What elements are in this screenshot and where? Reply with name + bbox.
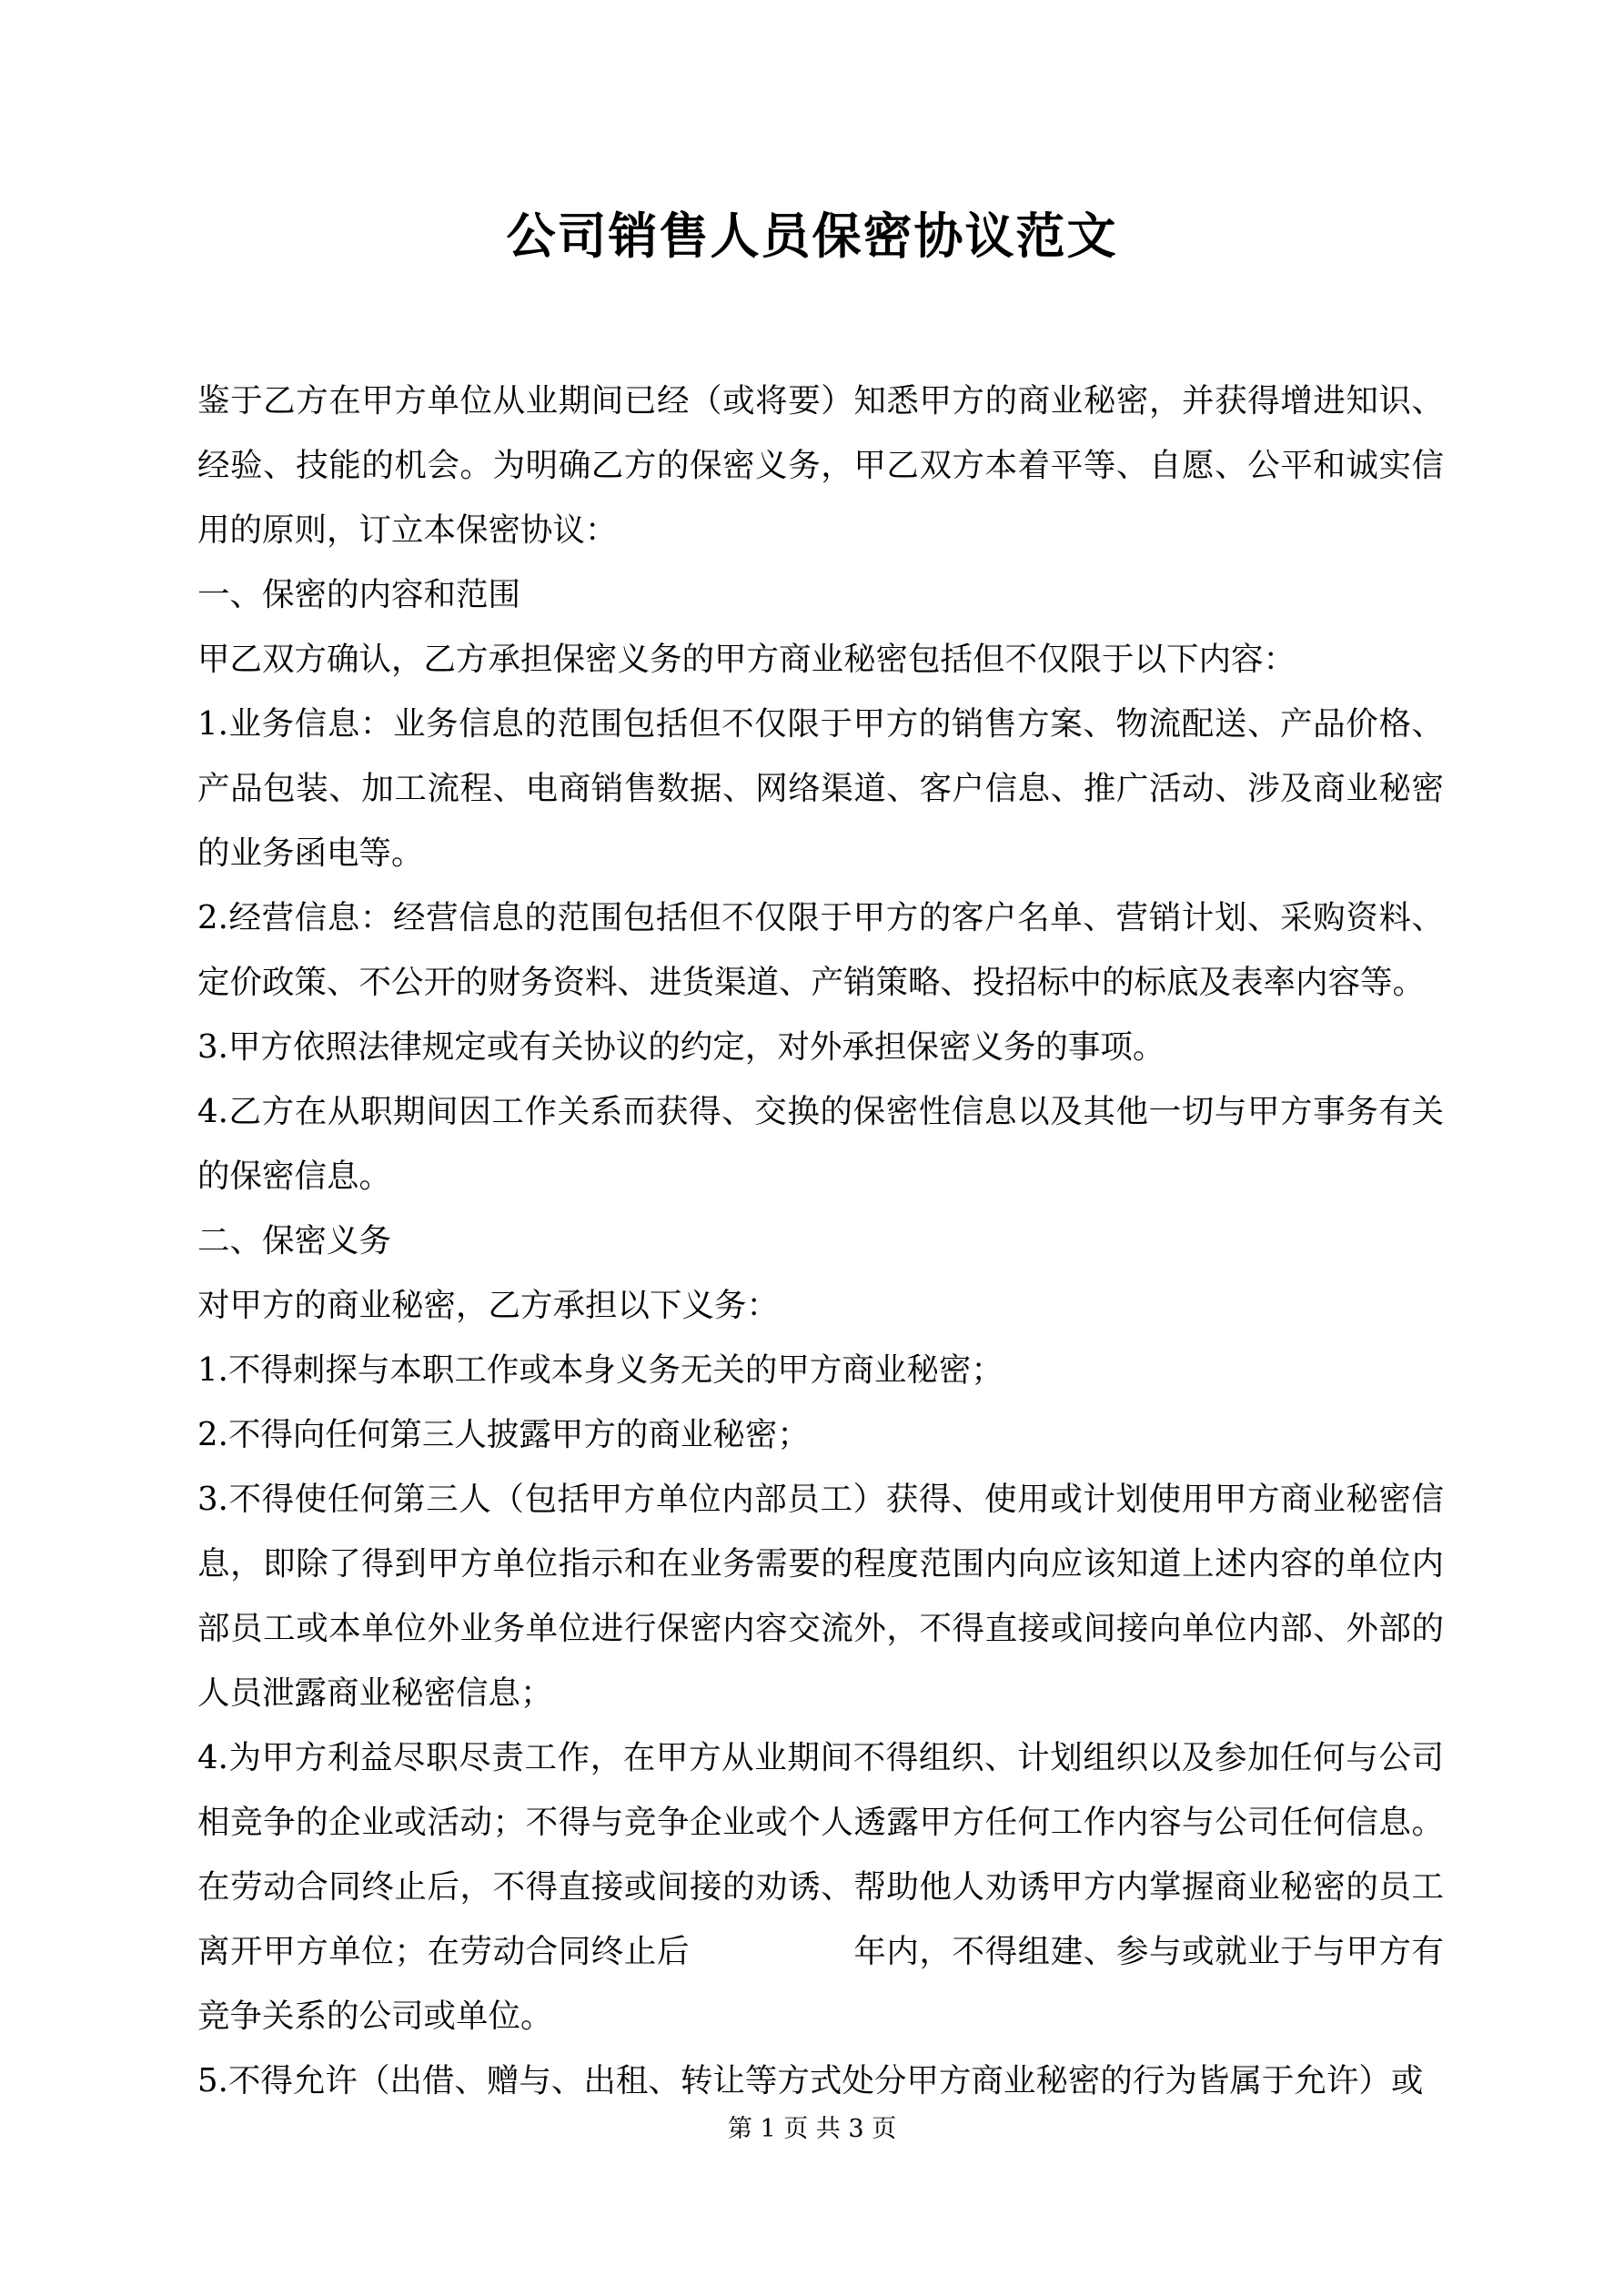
- obligation-item-5: 5.不得允许（出借、赠与、出租、转让等方式处分甲方商业秘密的行为皆属于允许）或: [197, 2062, 1424, 2099]
- page-number: 第 1 页 共 3 页: [727, 2115, 897, 2143]
- scope-item-2: 2.经营信息：经营信息的范围包括但不仅限于甲方的客户名单、营销计划、采购资料、定价政策、不公开的财务资料、进货渠道、产销策略、投招标中的标底及表率内容等。: [197, 899, 1444, 1001]
- section-heading-scope: 一、保密的内容和范围: [197, 576, 521, 613]
- document-body: [197, 369, 1444, 2113]
- scope-item-4: 4.乙方在从职期间因工作关系而获得、交换的保密性信息以及其他一切与甲方事务有关的保密信息。: [197, 1093, 1444, 1195]
- obligation-item-2: 2.不得向任何第三人披露甲方的商业秘密；: [197, 1416, 810, 1453]
- obligation-item-3: 3.不得使任何第三人（包括甲方单位内部员工）获得、使用或计划使用甲方商业秘密信息，即除了得到甲方单位指示和在业务需要的程度范围内向应该知道上述内容的单位内部员工或本单位外业务单位进行保密内容交流外，不得直接或间接向单位内部、外部的人员泄露商业秘密信息；: [197, 1481, 1444, 1712]
- intro-paragraph: 鉴于乙方在甲方单位从业期间已经（或将要）知悉甲方的商业秘密，并获得增进知识、经验、技能的机会。为明确乙方的保密义务，甲乙双方本着平等、自愿、公平和诚实信用的原则，订立本保密协议：: [197, 382, 1444, 549]
- document-title: 公司销售人员保密协议范文: [506, 207, 1118, 265]
- section-heading-obligations: 二、保密义务: [197, 1222, 392, 1259]
- obligation-item-4: 4.为甲方利益尽职尽责工作，在甲方从业期间不得组织、计划组织以及参加任何与公司相竞争的企业或活动；不得与竞争企业或个人透露甲方任何工作内容与公司任何信息。在劳动合同终止后，不得直接或间接的劝诱、帮助他人劝诱甲方内掌握商业秘密的员工离开甲方单位；在劳动合同终止后 年内，不得组建、参与或就业于与甲方有竞争关系的公司或单位。: [197, 1739, 1444, 2035]
- obligations-intro: 对甲方的商业秘密，乙方承担以下义务：: [197, 1287, 780, 1324]
- scope-item-1: 1.业务信息：业务信息的范围包括但不仅限于甲方的销售方案、物流配送、产品价格、产品包装、加工流程、电商销售数据、网络渠道、客户信息、推广活动、涉及商业秘密的业务函电等。: [197, 705, 1444, 872]
- obligation-item-1: 1.不得刺探与本职工作或本身义务无关的甲方商业秘密；: [197, 1351, 1004, 1389]
- scope-intro: 甲乙双方确认，乙方承担保密义务的甲方商业秘密包括但不仅限于以下内容：: [197, 641, 1296, 678]
- scope-item-3: 3.甲方依照法律规定或有关协议的约定，对外承担保密义务的事项。: [197, 1028, 1165, 1066]
